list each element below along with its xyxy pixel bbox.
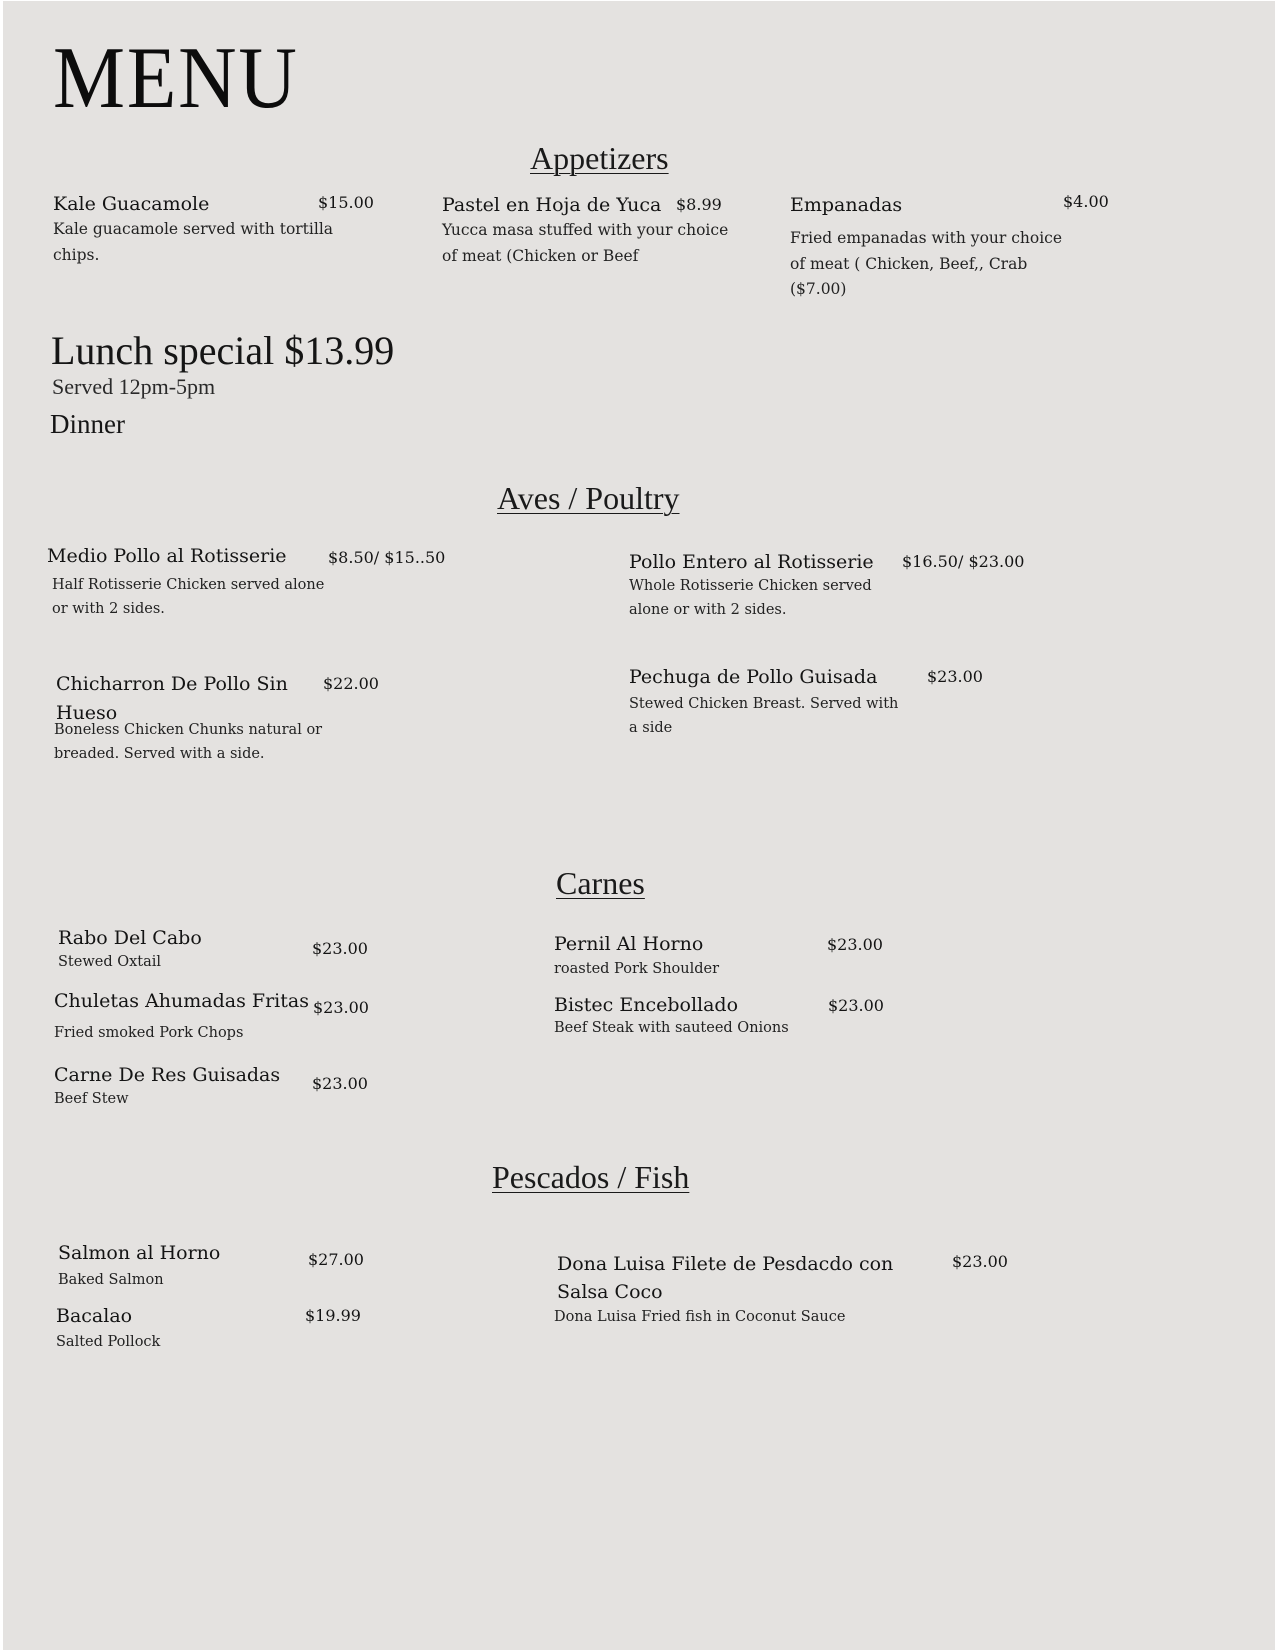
item-description: Salted Pollock [56, 1334, 161, 1350]
item-description: Yucca masa stuffed with your choice of meat (Chicken or Beef [442, 221, 729, 265]
item-price: $23.00 [313, 998, 369, 1017]
item-name: Chuletas Ahumadas Fritas [54, 990, 309, 1012]
item-description: Stewed Oxtail [58, 954, 162, 970]
item-description: Boneless Chicken Chunks natural or breaded. Served with a side. [54, 722, 323, 762]
item-name: Pollo Entero al Rotisserie [629, 551, 874, 573]
item-name: Carne De Res Guisadas [54, 1064, 281, 1086]
item-description: Half Rotisserie Chicken served alone or with 2 sides. [52, 577, 325, 617]
section-title-fish: Pescados / Fish [492, 1159, 690, 1195]
item-price: $23.00 [312, 939, 368, 958]
menu-title: MENU [53, 30, 299, 127]
item-name: Bacalao [56, 1305, 133, 1327]
lunch-special-hours: Served 12pm-5pm [52, 374, 216, 399]
item-description: roasted Pork Shoulder [554, 961, 720, 977]
item-name: Bistec Encebollado [554, 994, 739, 1016]
item-price: $15.00 [318, 193, 374, 212]
item-name: Pastel en Hoja de Yuca [442, 194, 662, 216]
item-description: Stewed Chicken Breast. Served with a side [629, 696, 899, 736]
dinner-heading: Dinner [50, 409, 125, 439]
item-price: $23.00 [952, 1252, 1008, 1271]
item-description: Dona Luisa Fried fish in Coconut Sauce [554, 1309, 846, 1325]
item-name: Pechuga de Pollo Guisada [629, 666, 878, 688]
menu-page [3, 1, 1275, 1650]
item-description: Kale guacamole served with tortilla chips. [53, 220, 334, 264]
section-title-poultry: Aves / Poultry [497, 480, 680, 516]
item-name: Pernil Al Horno [554, 933, 704, 955]
item-price: $23.00 [827, 935, 883, 954]
item-description: Beef Stew [54, 1091, 129, 1107]
item-price: $8.99 [676, 195, 722, 214]
item-price: $23.00 [927, 667, 983, 686]
item-name: Medio Pollo al Rotisserie [47, 545, 287, 567]
item-description: Beef Steak with sauteed Onions [554, 1020, 789, 1036]
item-price: $8.50/ $15..50 [328, 548, 446, 567]
item-price: $4.00 [1063, 192, 1109, 211]
item-description: Fried smoked Pork Chops [54, 1025, 244, 1041]
item-price: $27.00 [308, 1250, 364, 1269]
item-description: Fried empanadas with your choice of meat ( Chicken, Beef,, Crab ($7.00) [790, 229, 1063, 299]
lunch-special-heading: Lunch special $13.99 [51, 328, 395, 373]
item-name: Empanadas [790, 194, 903, 216]
item-price: $23.00 [312, 1074, 368, 1093]
item-description: Baked Salmon [58, 1272, 164, 1288]
section-title-appetizers: Appetizers [530, 140, 669, 176]
item-description: Whole Rotisserie Chicken served alone or with 2 sides. [629, 578, 872, 618]
item-name: Kale Guacamole [53, 193, 210, 215]
item-name: Salmon al Horno [58, 1242, 221, 1264]
item-price: $23.00 [828, 996, 884, 1015]
item-price: $16.50/ $23.00 [902, 552, 1025, 571]
item-name: Chicharron De Pollo Sin Hueso [56, 673, 288, 724]
item-name: Rabo Del Cabo [58, 927, 202, 949]
item-name: Dona Luisa Filete de Pesdacdo con Salsa Coco [557, 1253, 894, 1303]
section-title-carnes: Carnes [556, 865, 645, 901]
item-price: $19.99 [305, 1306, 361, 1325]
item-price: $22.00 [323, 674, 379, 693]
